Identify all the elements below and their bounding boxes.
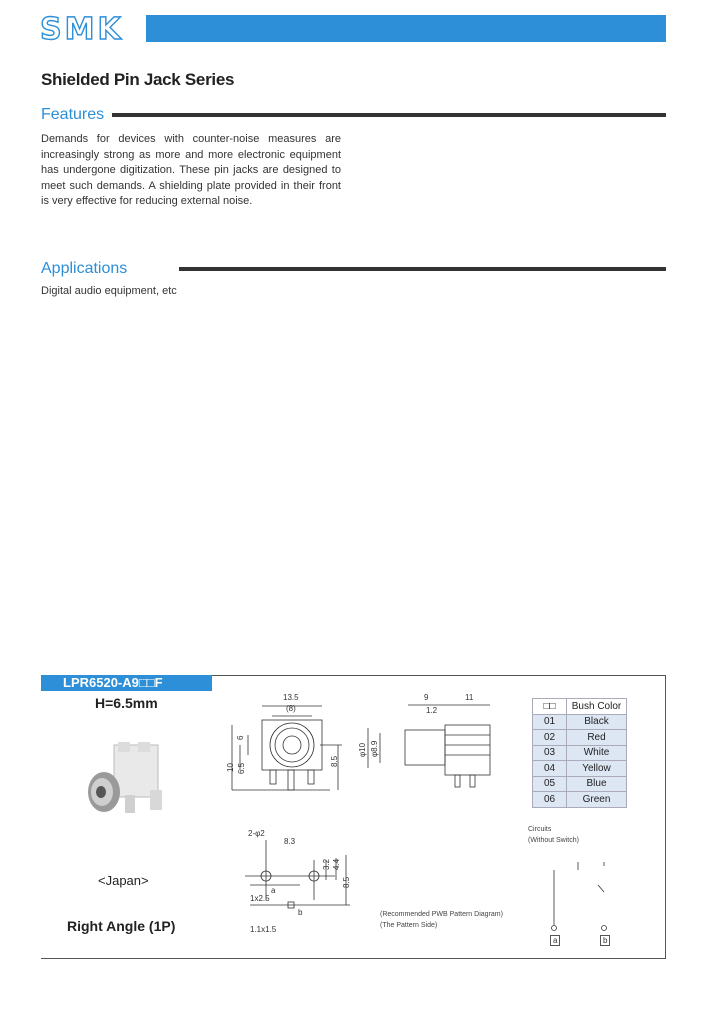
dim-side-d2: 11	[465, 693, 474, 702]
dim-front-width: 13.5	[283, 693, 299, 702]
circuit-note-line2: (Without Switch)	[528, 837, 579, 844]
pattern-note-line2: (The Pattern Side)	[380, 922, 438, 929]
table-row	[533, 745, 627, 761]
applications-body: Digital audio equipment, etc	[41, 285, 177, 297]
table-row	[533, 761, 627, 777]
page-title: Shielded Pin Jack Series	[41, 70, 235, 89]
dim-side-dia1: φ10	[358, 742, 367, 757]
dim-side-d1: 9	[424, 693, 429, 702]
features-heading: Features	[41, 106, 105, 123]
circuit-terminal-b: b	[600, 935, 610, 946]
dim-pattern-pitch: 8.3	[284, 837, 296, 846]
table-cell-code: 06	[533, 792, 567, 808]
features-body: Demands for devices with counter-noise measures are increasingly strong as more and more electronic equipment has undergone digitization. These pin jacks are designed to meet such demands. A shielding plate provided in their front is very effective for reducing external noise.	[41, 133, 341, 207]
table-cell-color: Blue	[567, 776, 627, 792]
dim-pattern-label-a: a	[271, 886, 276, 895]
table-header-code: □□	[533, 699, 567, 715]
circuit-terminal-a: a	[550, 935, 560, 946]
bush-color-table	[532, 698, 627, 808]
dim-pattern-c: 8.5	[342, 876, 351, 888]
pin-jack-photo	[88, 742, 162, 813]
dim-front-h3: 6.5	[237, 762, 246, 774]
dim-side-dia2: φ8.9	[370, 740, 379, 757]
table-header-color: Bush Color	[567, 699, 627, 715]
table-cell-code: 04	[533, 761, 567, 777]
dim-pattern-a: 3.2	[322, 858, 331, 870]
circuit-note-line1: Circuits	[528, 826, 552, 833]
dim-front-h2: 10	[226, 763, 235, 772]
dim-pattern-hole: 2-φ2	[248, 829, 265, 838]
pattern-note-line1: (Recommended PWB Pattern Diagram)	[380, 911, 503, 918]
dim-pattern-b: 4.4	[332, 858, 341, 870]
table-row	[533, 730, 627, 746]
table-row	[533, 776, 627, 792]
dim-pattern-slot1: 1x2.5	[250, 894, 270, 903]
dim-front-h1: 6	[236, 735, 245, 740]
circuit-diagram	[552, 862, 607, 931]
side-view-drawing	[368, 705, 490, 787]
table-cell-code: 05	[533, 776, 567, 792]
table-cell-color: Black	[567, 714, 627, 730]
dim-pattern-slot2: 1.1x1.5	[250, 925, 277, 934]
table-cell-code: 03	[533, 745, 567, 761]
table-cell-code: 01	[533, 714, 567, 730]
table-cell-color: White	[567, 745, 627, 761]
table-row	[533, 792, 627, 808]
dim-front-h4: 8.5	[330, 755, 339, 767]
applications-heading: Applications	[41, 260, 128, 277]
dim-side-d3: 1.2	[426, 706, 438, 715]
part-number-label: LPR6520-A9□□F	[41, 675, 212, 691]
table-cell-color: Yellow	[567, 761, 627, 777]
dim-pattern-label-b: b	[298, 908, 303, 917]
height-label: H=6.5mm	[95, 695, 158, 711]
smk-logo: SMK	[40, 12, 124, 47]
orientation-label: Right Angle (1P)	[67, 918, 176, 934]
dim-front-inner: (8)	[286, 704, 296, 713]
table-cell-color: Green	[567, 792, 627, 808]
region-label: <Japan>	[98, 873, 149, 888]
table-cell-code: 02	[533, 730, 567, 746]
front-view-drawing	[232, 706, 342, 790]
table-cell-color: Red	[567, 730, 627, 746]
table-row	[533, 714, 627, 730]
